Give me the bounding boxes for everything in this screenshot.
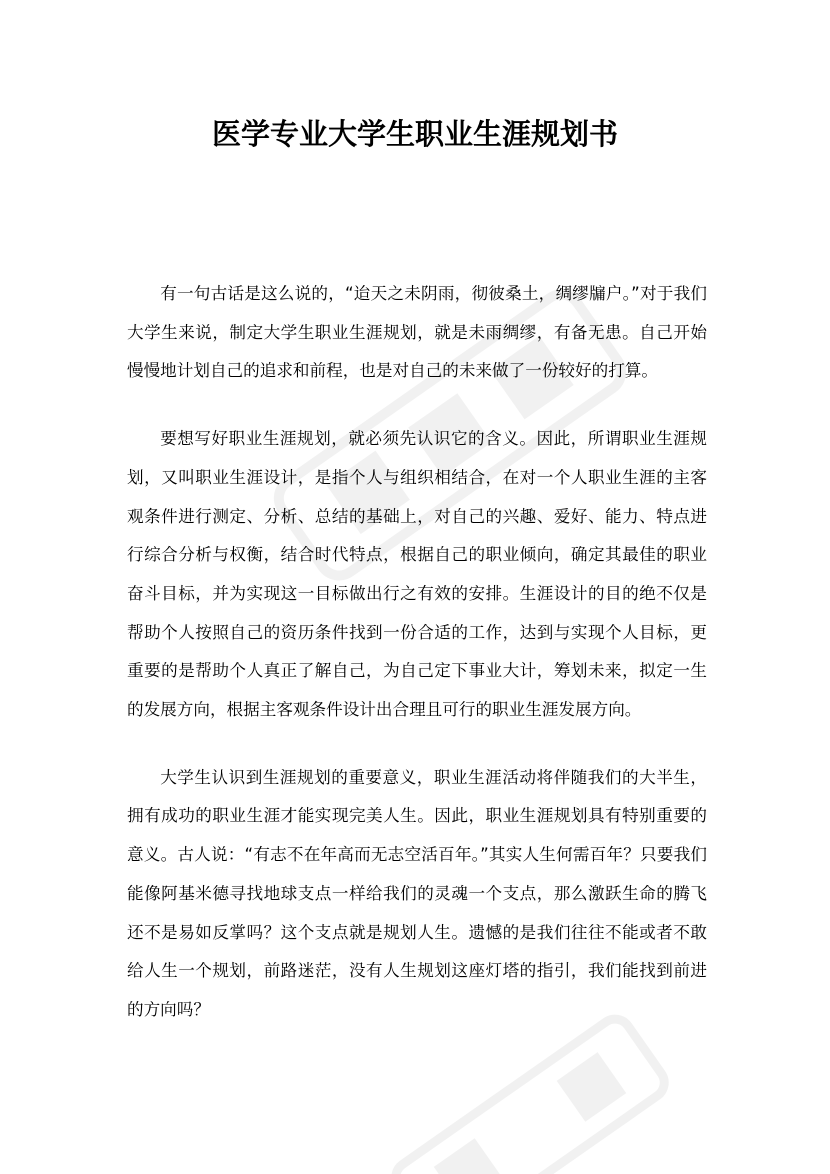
page-title: 医学专业大学生职业生涯规划书 xyxy=(211,117,618,151)
paragraph-1: 有一句古话是这么说的，“迨天之未阴雨，彻彼桑土，绸缪牖户。”对于我们大学生来说，制定大学生职业生涯规划，就是未雨绸缪，有备无患。自己开始慢慢地计划自己的追求和前程，也是对自己的未来做了一份较好的打算。 xyxy=(127,284,707,381)
document-body xyxy=(127,275,707,1030)
paragraph-3: 大学生认识到生涯规划的重要意义，职业生涯活动将伴随我们的大半生，拥有成功的职业生涯才能实现完美人生。因此，职业生涯规划具有特别重要的意义。古人说：“有志不在年高而无志空活百年。”其实人生何需百年？只要我们能像阿基米德寻找地球支点一样给我们的灵魂一个支点，那么激跃生命的腾飞还不是易如反掌吗？这个支点就是规划人生。遗憾的是我们往往不能或者不敢给人生一个规划，前路迷茫，没有人生规划这座灯塔的指引，我们能找到前进的方向吗？ xyxy=(127,767,707,1019)
paragraph-2: 要想写好职业生涯规划，就必须先认识它的含义。因此，所谓职业生涯规划，又叫职业生涯设计，是指个人与组织相结合，在对一个人职业生涯的主客观条件进行测定、分析、总结的基础上，对自己的兴趣、爱好、能力、特点进行综合分析与权衡，结合时代特点，根据自己的职业倾向，确定其最佳的职业奋斗目标，并为实现这一目标做出行之有效的安排。生涯设计的目的绝不仅是帮助个人按照自己的资历条件找到一份合适的工作，达到与实现个人目标，更重要的是帮助个人真正了解自己，为自己定下事业大计，筹划未来，拟定一生的发展方向，根据主客观条件设计出合理且可行的职业生涯发展方向。 xyxy=(127,429,707,720)
